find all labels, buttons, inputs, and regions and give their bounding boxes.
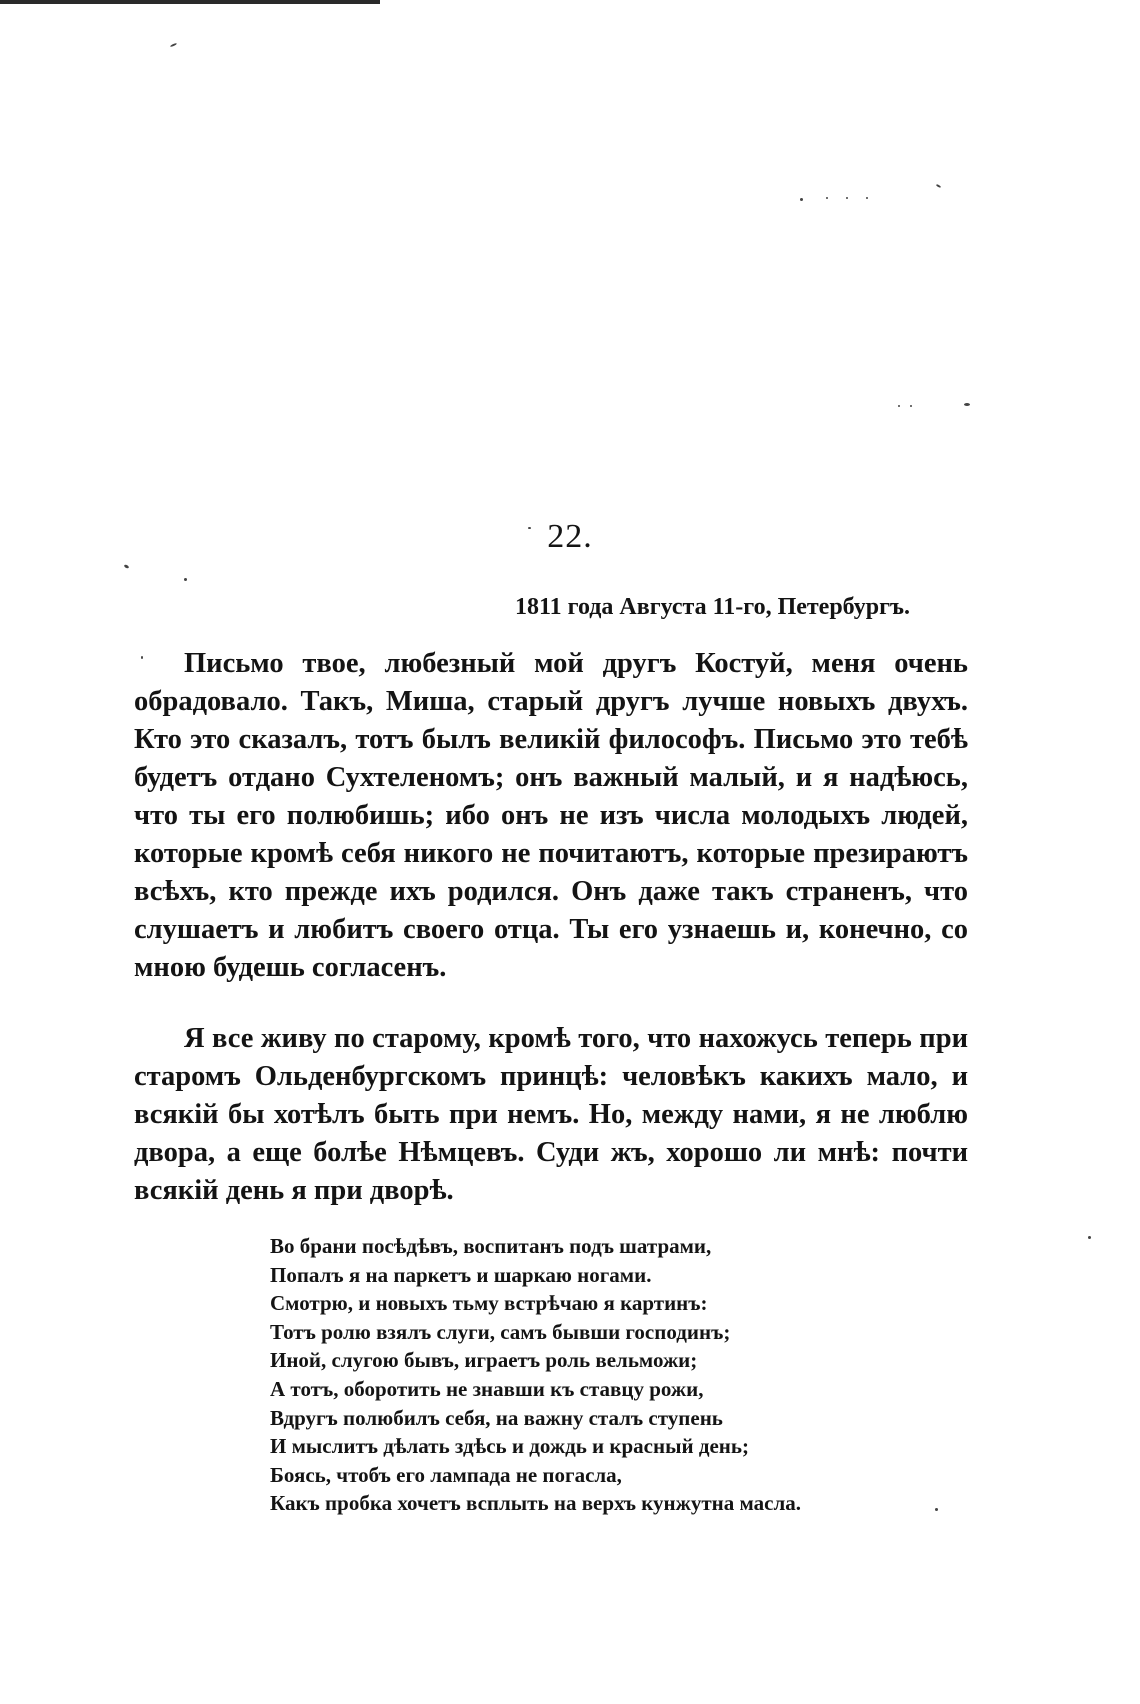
- scan-speck: [866, 197, 868, 199]
- scan-speck: [846, 197, 848, 199]
- dateline: 1811 года Августа 11-го, Петербургъ.: [514, 594, 910, 620]
- verse-line: Иной, слугою бывъ, играетъ роль вельможи;: [270, 1348, 698, 1373]
- verse-line: Тотъ ролю взялъ слуги, самъ бывши господинъ;: [270, 1319, 731, 1344]
- body-paragraph: Письмо твое, любезный мой другъ Костуй, меня очень обрадовало. Такъ, Миша, старый другъ лучше новыхъ двухъ. Кто это сказалъ, тотъ былъ великій философъ. Письмо это тебѣ будетъ отдано Сухтеленомъ; онъ важный малый, и я надѣюсь, что ты его полюбишь; ибо онъ не изъ числа молодыхъ людей, которые кромѣ себя никого не почитаютъ, которые презираютъ всѣхъ, кто прежде ихъ родился. Онъ даже такъ страненъ, что слушаетъ и любитъ своего отца. Ты его узнаешь и, конечно, со мною будешь согласенъ.: [134, 648, 968, 983]
- verse-line: Смотрю, и новыхъ тьму встрѣчаю я картинъ:: [270, 1291, 708, 1316]
- scan-speck: [964, 403, 970, 406]
- verse-line: Какъ пробка хочетъ всплыть на верхъ кунжутна масла.: [270, 1491, 802, 1516]
- scan-speck: [826, 197, 828, 199]
- letter-number: 22.: [547, 518, 593, 555]
- top-rule: [0, 0, 380, 4]
- scan-speck: [910, 405, 912, 407]
- verse-line: Попалъ я на паркетъ и шаркаю ногами.: [270, 1262, 652, 1287]
- scan-speck: [935, 1508, 938, 1511]
- verse-line: Вдругъ полюбилъ себя, на важну сталъ ступень: [270, 1405, 723, 1430]
- scan-speck: [184, 578, 187, 581]
- scan-speck: [898, 405, 900, 407]
- verse-block: [270, 1232, 910, 1518]
- verse-line: Боясь, чтобъ его лампада не погасла,: [270, 1462, 622, 1487]
- scan-speck: [800, 198, 803, 201]
- scan-speck: [124, 564, 130, 569]
- scan-speck: [170, 43, 177, 48]
- body-paragraph: Я все живу по старому, кромѣ того, что нахожусь теперь при старомъ Ольденбургскомъ принцѣ: человѣкъ какихъ мало, и всякій бы хотѣлъ быть при немъ. Но, между нами, я не люблю двора, а еще болѣе Нѣмцевъ. Суди жъ, хорошо ли мнѣ: почти всякій день я при дворѣ.: [134, 1023, 968, 1206]
- verse-line: И мыслитъ дѣлать здѣсь и дождь и красный день;: [270, 1434, 749, 1459]
- verse-line: А тотъ, оборотить не знавши къ ставцу рожи,: [270, 1376, 704, 1401]
- scan-speck: [936, 184, 941, 188]
- scan-speck: [1088, 1236, 1091, 1239]
- verse-line: Во брани посѣдѣвъ, воспитанъ подъ шатрами,: [270, 1234, 712, 1258]
